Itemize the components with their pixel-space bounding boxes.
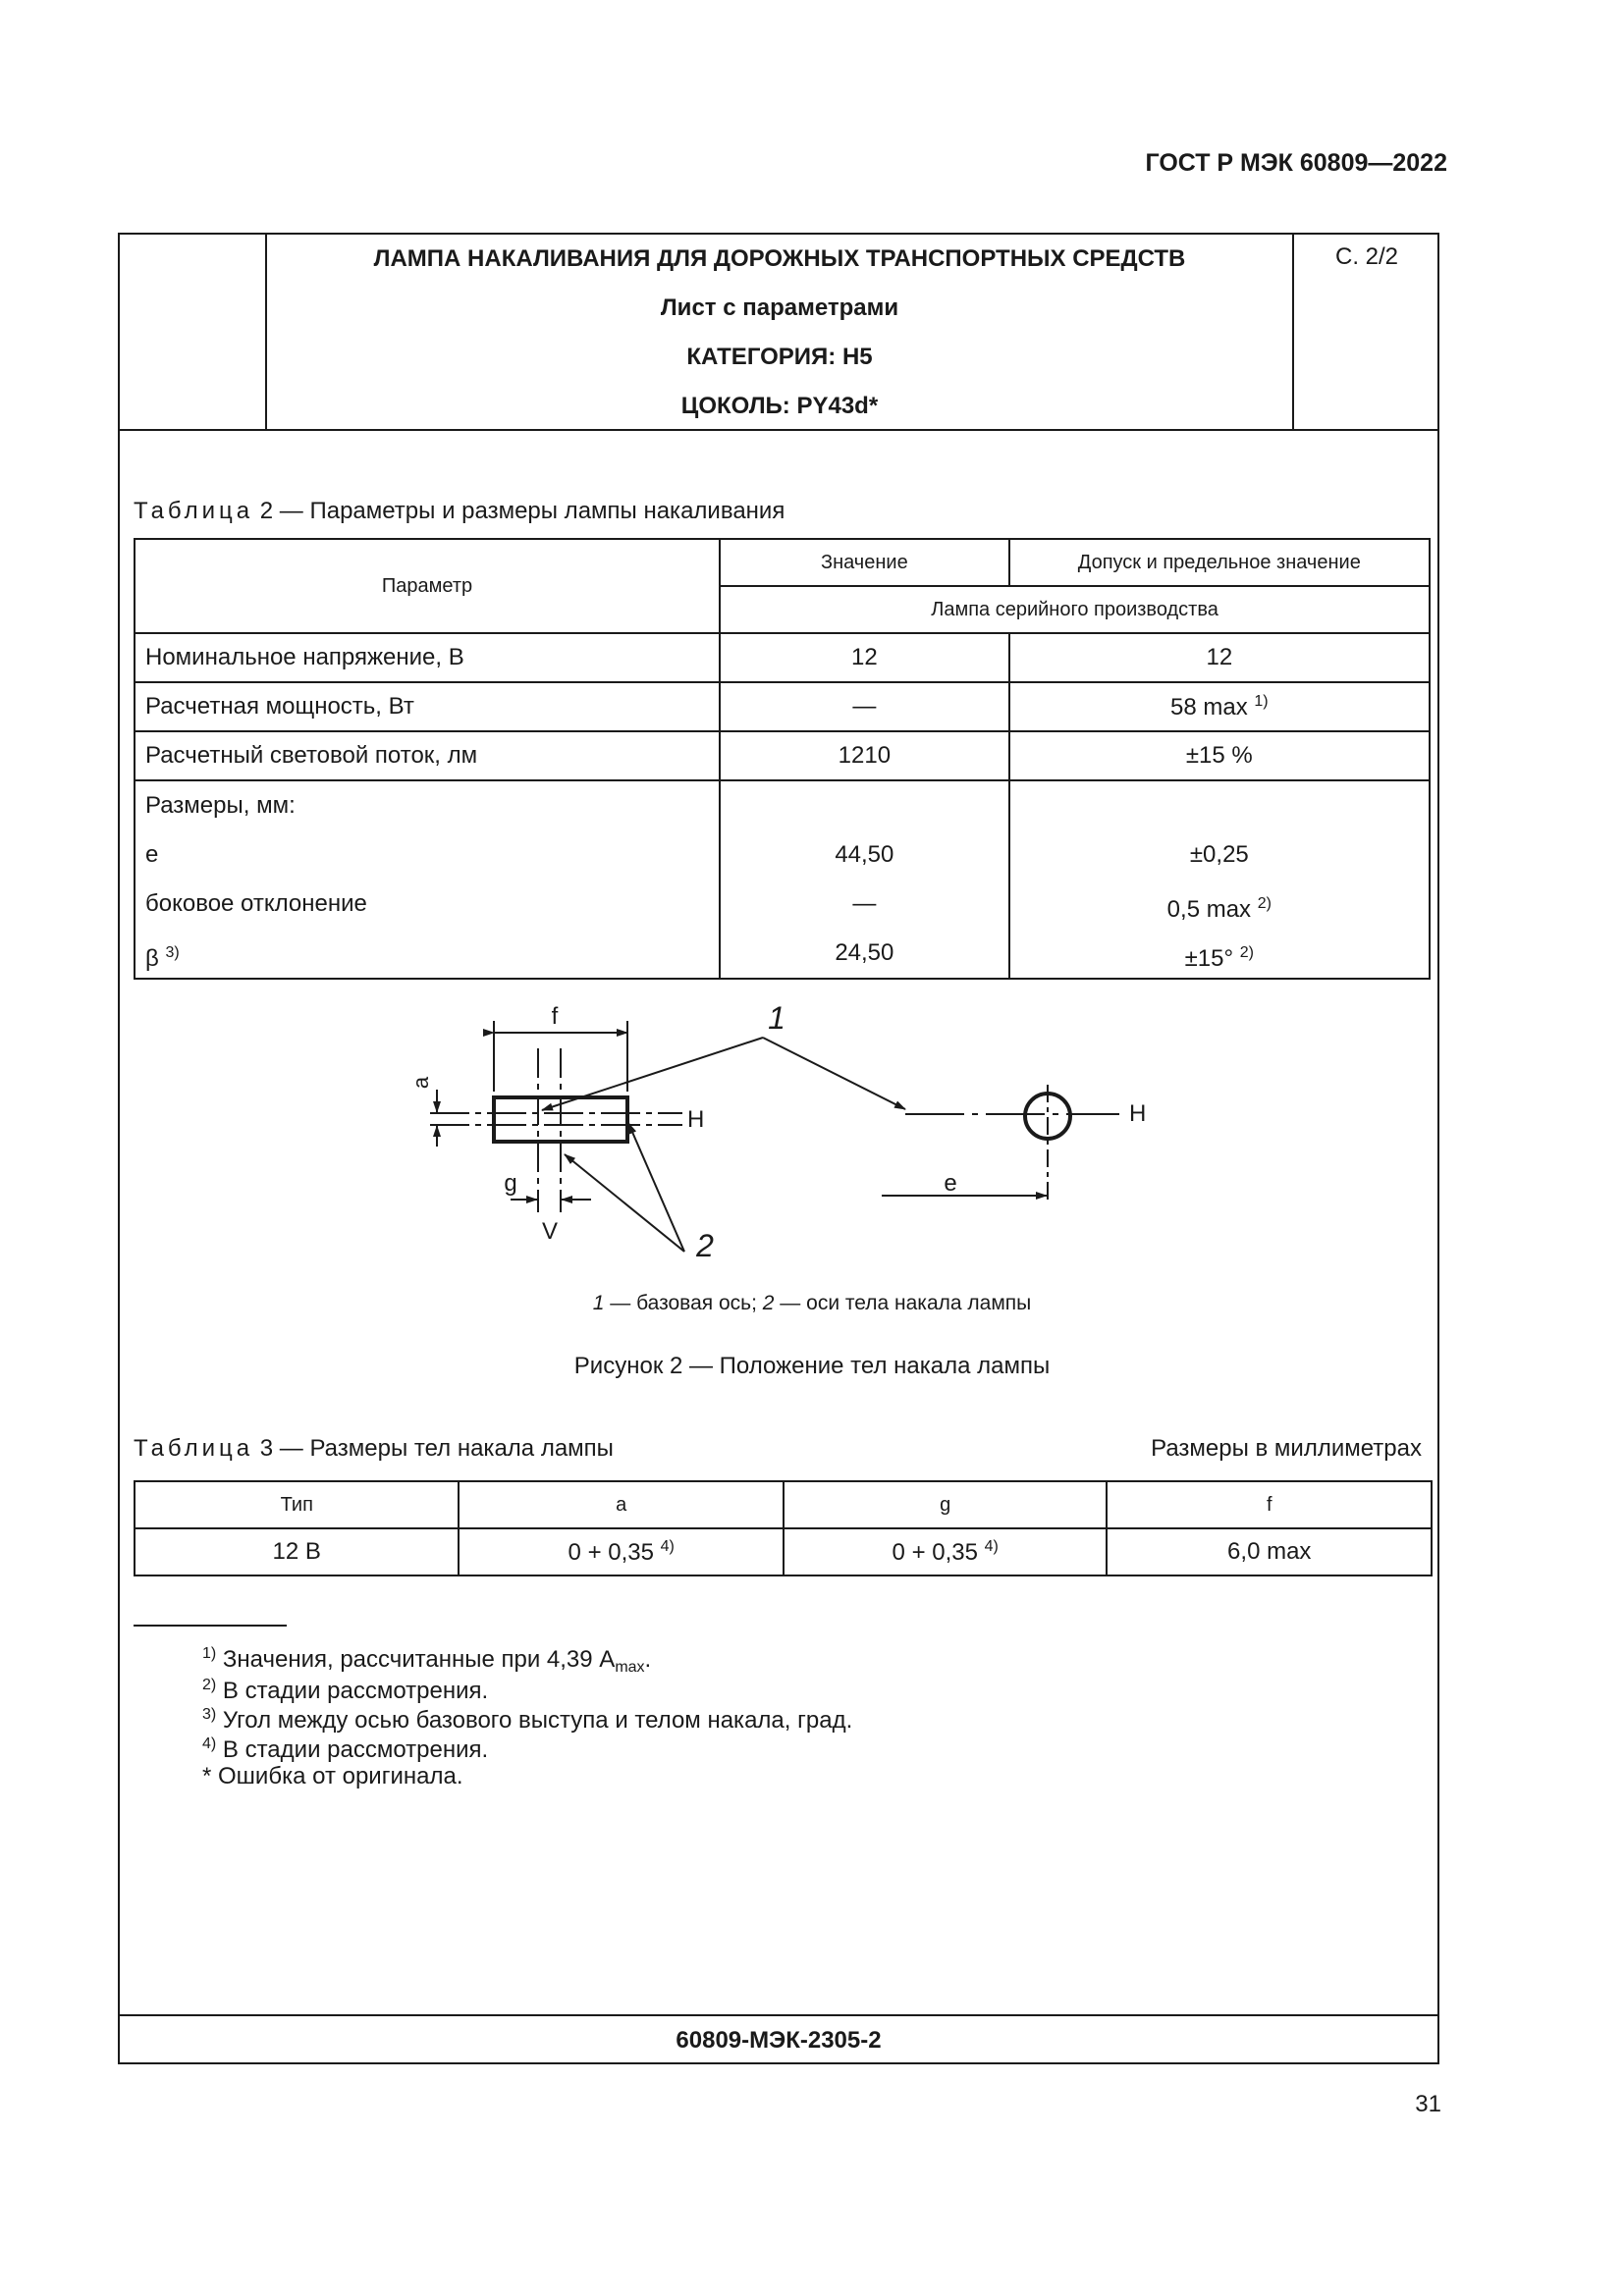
footnote-mark: 2) [202, 1677, 217, 1693]
param-cell: Расчетный световой поток, лм [135, 731, 720, 780]
label-2: 2 [696, 1228, 714, 1263]
footnote-mark: 3) [202, 1706, 217, 1723]
value-cell: — [720, 682, 1009, 731]
footnote-ref: 2) [1257, 895, 1272, 912]
tolerance-cell [1009, 682, 1430, 731]
legend-text-2: — оси тела накала лампы [774, 1292, 1032, 1314]
footnote-mark: 4) [202, 1735, 217, 1752]
dim-e-label: e [145, 841, 159, 868]
document-number: ГОСТ Р МЭК 60809—2022 [1145, 149, 1447, 177]
footnote-subscript: max [615, 1659, 645, 1676]
table2-caption [134, 498, 785, 525]
type-cell: 12 В [135, 1528, 459, 1575]
value-cell: 12 [720, 633, 1009, 682]
dim-beta-value: 24,50 [835, 939, 894, 966]
footnote-ref: 4) [984, 1537, 999, 1555]
footnote-mark: 1) [202, 1645, 217, 1662]
footnote-end: . [644, 1646, 652, 1673]
title-sheet-type: Лист с параметрами [660, 294, 899, 321]
sheet-number: С. 2/2 [1334, 243, 1399, 270]
footnote-text: Значения, рассчитанные при 4,39 A [222, 1646, 616, 1673]
f-cell: 6,0 max [1107, 1528, 1432, 1575]
head-value: Значение [720, 539, 1009, 586]
parameters-table [134, 538, 1431, 980]
table2-caption-word: Таблица [134, 498, 254, 524]
tolerance-text: 12 [1206, 644, 1233, 670]
table-row [135, 1528, 1432, 1575]
head-parameter: Параметр [135, 539, 720, 633]
legend-number-2: 2 [762, 1292, 775, 1314]
dim-e-value: 44,50 [835, 841, 894, 868]
head-g: g [784, 1481, 1108, 1528]
tolerance-text: ±15 % [1185, 742, 1253, 769]
dimensions-tolerances [1009, 780, 1430, 979]
dim-beta-tol [1020, 936, 1419, 970]
table2-caption-text: 2 — Параметры и размеры лампы накаливания [259, 498, 785, 524]
figure-title: Рисунок 2 — Положение тел накала лампы [573, 1353, 1051, 1379]
table3-caption [134, 1435, 614, 1463]
dim-e-tol: ±0,25 [1189, 841, 1249, 868]
tolerance-text: ±15° [1184, 945, 1234, 972]
footnote-ref: 3) [165, 944, 180, 961]
beta-symbol: β [145, 945, 159, 972]
head-tolerance: Допуск и предельное значение [1009, 539, 1430, 586]
a-value: 0 + 0,35 [568, 1538, 654, 1566]
legend-number-1: 1 [592, 1292, 605, 1314]
head-a: a [459, 1481, 784, 1528]
a-cell [459, 1528, 784, 1575]
param-cell: Расчетная мощность, Вт [135, 682, 720, 731]
title-cap: ЦОКОЛЬ: PY43d* [680, 393, 879, 419]
dimensions-params [135, 780, 720, 979]
label-h-left: H [687, 1106, 705, 1133]
value-cell: 1210 [720, 731, 1009, 780]
title-block-divider [118, 429, 1439, 431]
tolerance-cell [1009, 731, 1430, 780]
label-1: 1 [768, 1000, 785, 1036]
param-cell: Номинальное напряжение, В [135, 633, 720, 682]
tolerance-text: 0,5 max [1166, 896, 1252, 923]
dimensions-values [720, 780, 1009, 979]
table3-caption-text: 3 — Размеры тел накала лампы [259, 1435, 614, 1462]
footnote-5: * Ошибка от оригинала. [202, 1763, 463, 1789]
footnote-ref: 1) [1254, 692, 1269, 710]
head-f: f [1107, 1481, 1432, 1528]
dimensions-label: Размеры, мм: [145, 792, 296, 819]
tolerance-text: 58 max [1170, 693, 1248, 721]
footnote-ref: 2) [1239, 944, 1254, 961]
label-a: a [408, 1076, 433, 1090]
dim-lateral-tol [1020, 887, 1419, 936]
title-main: ЛАМПА НАКАЛИВАНИЯ ДЛЯ ДОРОЖНЫХ ТРАНСПОРТНЫХ СРЕДСТВ [373, 245, 1186, 272]
head-serial-lamp: Лампа серийного производства [720, 586, 1430, 633]
g-value: 0 + 0,35 [892, 1538, 978, 1566]
legend-text-1: — базовая ось; [604, 1292, 763, 1314]
dim-lateral-label: боковое отклонение [145, 890, 367, 917]
dim-beta-label [145, 936, 709, 970]
footnote-text: В стадии рассмотрения. [222, 1736, 489, 1763]
footnote-separator [134, 1625, 287, 1627]
table3-caption-word: Таблица [134, 1435, 254, 1462]
label-h-right: H [1129, 1100, 1147, 1127]
table-row [135, 682, 1430, 731]
tolerance-cell [1009, 633, 1430, 682]
units-note: Размеры в миллиметрах [1151, 1435, 1422, 1462]
dim-lateral-value: — [852, 890, 877, 917]
title-category: КАТЕГОРИЯ: H5 [686, 344, 873, 370]
dimensions-row [135, 780, 1430, 979]
label-e: e [944, 1170, 957, 1197]
head-type: Тип [135, 1481, 459, 1528]
label-g: g [504, 1170, 517, 1197]
g-cell [784, 1528, 1108, 1575]
table-row [135, 731, 1430, 780]
table-row [135, 633, 1430, 682]
sheet-code: 60809-МЭК-2305-2 [676, 2027, 882, 2054]
filament-dimensions-table [134, 1480, 1433, 1576]
footer-divider [118, 2014, 1439, 2016]
footnote-ref: 4) [660, 1537, 675, 1555]
footnote-text: В стадии рассмотрения. [222, 1678, 489, 1704]
label-f: f [551, 1003, 559, 1030]
label-v: V [541, 1218, 559, 1245]
figure-legend [0, 1292, 1624, 1315]
footnote-text: Угол между осью базового выступа и телом накала, град. [222, 1707, 853, 1734]
footnote-4 [202, 1730, 488, 1765]
page-number: 31 [1415, 2091, 1441, 2117]
